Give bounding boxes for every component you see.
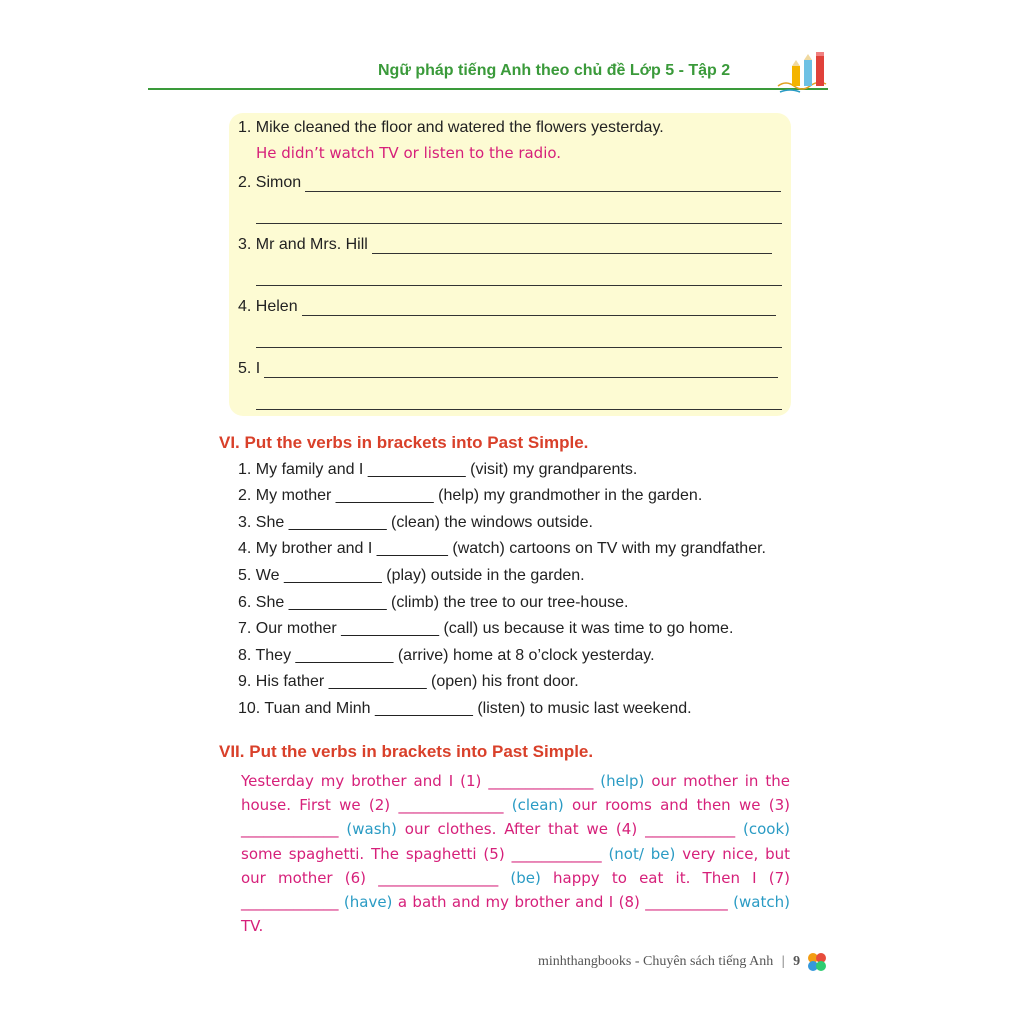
answer-blank[interactable]: _____________ (241, 820, 339, 839)
verb-hint: (not/ be) (601, 844, 676, 863)
verb-hint: (wash) (338, 820, 397, 839)
answer-line[interactable] (256, 331, 782, 348)
answer-line[interactable] (256, 393, 782, 410)
publisher-logo-icon (806, 951, 828, 973)
answer-blank[interactable]: ___________ (645, 893, 728, 912)
paragraph-text: TV. (241, 917, 264, 936)
paragraph-text: some spaghetti. The spaghetti (5) (241, 844, 512, 863)
exercise-item: 9. His father ___________ (open) his front door. (238, 673, 579, 690)
pencils-icon (776, 52, 836, 96)
answer-line[interactable] (302, 299, 776, 316)
verb-hint: (cook) (735, 820, 790, 839)
exercise-label: 3. Mr and Mrs. Hill (238, 236, 368, 253)
exercise-item: 3. She ___________ (clean) the windows outside. (238, 514, 593, 531)
exercise-line-4 (238, 298, 776, 316)
section-vii-heading: VII. Put the verbs in brackets into Past Simple. (219, 742, 594, 761)
header-rule (148, 88, 828, 90)
example-sentence: 1. Mike cleaned the floor and watered the flowers yesterday. (238, 119, 664, 136)
page-footer (538, 954, 800, 970)
paragraph-text: Yesterday my brother and I (1) (241, 772, 489, 790)
paragraph-text: a bath and my brother and I (8) (392, 893, 646, 912)
verb-hint: (help) (593, 772, 645, 790)
exercise-label: 5. I (238, 360, 261, 377)
answer-line[interactable] (372, 237, 772, 254)
answer-blank[interactable]: ________________ (378, 868, 499, 887)
exercise-label: 4. Helen (238, 298, 298, 315)
example-answer: He didn’t watch TV or listen to the radio. (256, 144, 562, 162)
exercise-item: 7. Our mother ___________ (call) us because it was time to go home. (238, 620, 734, 637)
paragraph-text: our rooms and then we (3) (563, 796, 790, 815)
footer-separator: | (781, 954, 785, 969)
answer-line[interactable] (305, 175, 781, 192)
answer-blank[interactable]: _____________ (241, 893, 339, 912)
exercise-item: 1. My family and I ___________ (visit) my grandparents. (238, 461, 638, 478)
answer-line[interactable] (256, 269, 782, 286)
exercise-item: 8. They ___________ (arrive) home at 8 o’clock yesterday. (238, 647, 655, 664)
exercise-line-3 (238, 236, 772, 254)
answer-line[interactable] (256, 207, 782, 224)
answer-line[interactable] (264, 361, 778, 378)
answer-blank[interactable]: ______________ (488, 772, 594, 790)
verb-hint: (clean) (503, 796, 564, 815)
footer-text: minhthangbooks - Chuyên sách tiếng Anh (538, 954, 774, 969)
paragraph-text: happy to eat it. Then I (7) (540, 868, 790, 887)
exercise-line-2 (238, 174, 781, 192)
exercise-paragraph (241, 769, 790, 938)
paragraph-text: our clothes. After that we (4) (396, 820, 646, 839)
paragraph-text: very nice, but our mother (6) (241, 844, 790, 887)
page-header-title: Ngữ pháp tiếng Anh theo chủ đề Lớp 5 - Tập 2 (378, 62, 731, 79)
page-number: 9 (793, 954, 801, 969)
verb-hint: (be) (498, 868, 541, 887)
exercise-item: 6. She ___________ (climb) the tree to our tree-house. (238, 594, 629, 611)
answer-blank[interactable]: ____________ (511, 844, 602, 863)
answer-blank[interactable]: ______________ (398, 796, 504, 815)
section-vi-heading: VI. Put the verbs in brackets into Past Simple. (219, 433, 589, 452)
exercise-line-5 (238, 360, 778, 378)
exercise-label: 2. Simon (238, 174, 302, 191)
exercise-item: 5. We ___________ (play) outside in the garden. (238, 567, 585, 584)
exercise-item: 10. Tuan and Minh ___________ (listen) to music last weekend. (238, 700, 692, 717)
exercise-item: 4. My brother and I ________ (watch) cartoons on TV with my grandfather. (238, 540, 766, 557)
paragraph-text: our mother in the house. First we (2) (241, 772, 790, 815)
verb-hint: (have) (338, 893, 393, 912)
verb-hint: (watch) (727, 893, 790, 912)
exercise-item: 2. My mother ___________ (help) my grandmother in the garden. (238, 487, 703, 504)
answer-blank[interactable]: ____________ (645, 820, 736, 839)
